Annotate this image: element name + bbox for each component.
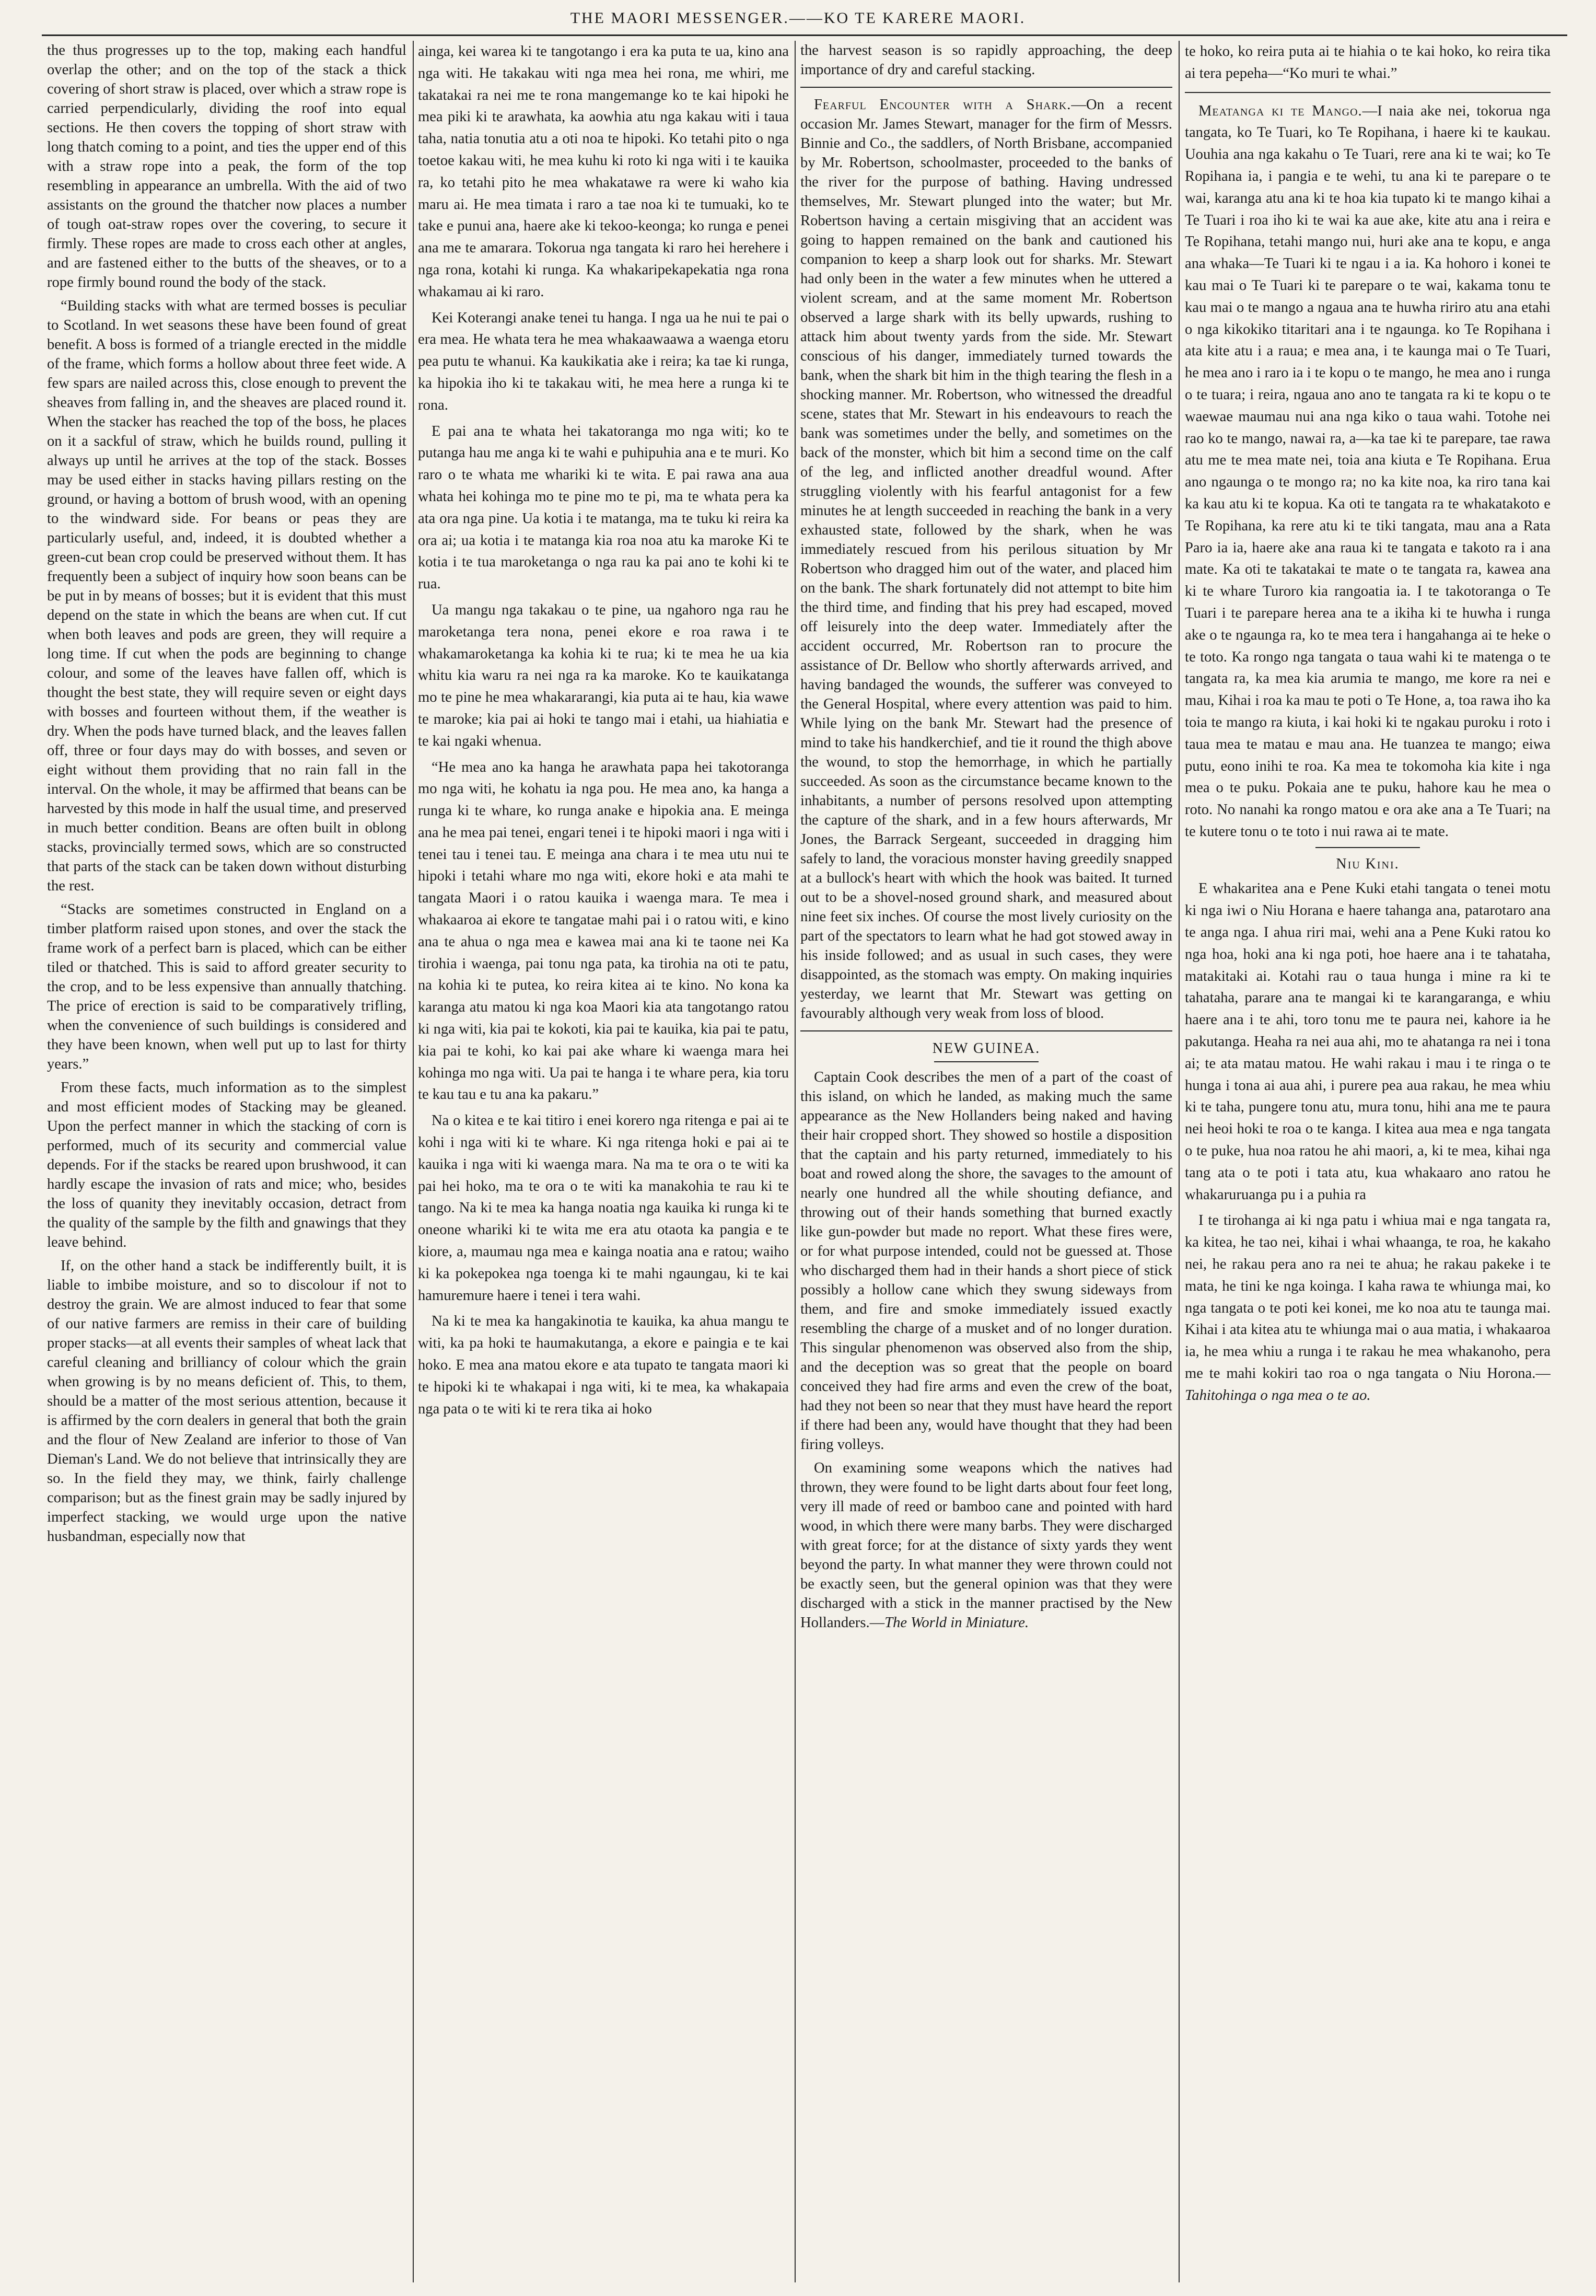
shark-article	[1185, 100, 1551, 843]
article-heading: Fearful Encounter with a Shark.	[814, 97, 1071, 113]
paragraph: If, on the other hand a stack be indifferently built, it is liable to imbibe moisture, and so to discolour if not to destroy the grain. We are almost induced to fear that some of our native farmers are remiss in their care of building proper stacks—at all events their samples of wheat lack that careful cleaning and brilliancy of colour which the grain when growing is by no means deficient of. This, to them, should be a matter of the most serious attention, because it is affirmed by the corn dealers in general that both the grain and the flour of New Zealand are inferior to those of Van Dieman's Land. We do not believe that intrinsically they are so. In the field they may, we think, fairly challenge comparison; but as the finest grain may be sadly injured by imperfect stacking, we would urge upon the native husbandman, especially now that	[47, 1258, 406, 1545]
section-divider	[1185, 92, 1551, 93]
paragraph: the harvest season is so rapidly approaching, the deep importance of dry and careful stacking.	[800, 42, 1172, 78]
article-heading: Meatanga ki te Mango.	[1198, 102, 1362, 119]
paragraph: Na ki te mea ka hangakinotia te kauika, ka ahua mangu te witi, ka pa hoki te haumakutanga, a ekore e paingia e te kai hoko. E mea ana matou ekore e ata tupato te tangata maori ki te hipoki ki te whakapai i nga witi, ki te mea, ka whakapaia nga pata o te witi ki te rera tika ai hoko	[418, 1313, 789, 1417]
source-credit: Tahitohinga o nga mea o te ao.	[1185, 1387, 1371, 1404]
paragraph: “Stacks are sometimes constructed in England on a timber platform raised upon stones, and over the stack the frame work of a perfect barn is placed, which can be either tiled or thatched. This is said to afford greater security to the crop, and to be less expensive than annually thatching. The price of erection is said to be comparatively trifling, when the convenience of such buildings is considered and they have been known, when well put up to last for thirty years.”	[47, 901, 406, 1072]
masthead: THE MAORI MESSENGER.——KO TE KARERE MAORI.	[570, 9, 1026, 27]
section-divider	[800, 1030, 1172, 1031]
paragraph: ainga, kei warea ki te tangotango i era ka puta te ua, kino ana nga witi. He takakau witi nga mea hei rona, me whiri, me takatakai ra nei me te rona mangemange ko te kai hipoki he mea piki ki te arawhata, ka aowhia atu nga kakau witi i taua taha, natia tonutia atu a oti noa te hipoki. Ko tetahi pito o nga toetoe kakau witi, he mea kuhu ki roto ki nga witi i te kauika ra, ko tetahi pito he mea whakatawe ra were ki waho kia maru ai. He mea timata i raro a tae noa ki te tumuaki, ko te take e punui ana, haere ake ki tekoo-keonga; ko runga e penei ana me te amarara. Tokorua nga tangata ki raro hei herehere i nga rona, kotahi ki runga. Ka whakaripekapekatia nga rona whakamau ai ki raro.	[418, 43, 789, 300]
paragraph: On examining some weapons which the natives had thrown, they were found to be light darts about four feet long, very ill made of reed or bamboo cane and pointed with hard wood, in which there were many barbs. They were discharged with great force; for at the distance of sixty yards they went beyond the party. In what manner they were thrown could not be exactly seen, but the general opinion was that they were discharged with a stick in the manner practised by the New Hollanders.—The World in Miniature.	[800, 1460, 1172, 1631]
article-body: —I naia ake nei, tokorua nga tangata, ko Te Tuari, ko Te Ropihana, i haere ki te kaukau. Uouhia ana nga kakahu o Te Tuari, rere ana ki te wai; ko Te Ropihana ia, i pangia e te wehi, tu ana ki te parepare o te wai, karanga atu ana ki te hoa kia tupato ki te mango kihai a Te Tuari i roa iho ki te wai ka aue ake, kite atu ana i reira e Te Ropihana, tetahi mango nui, huri ake ana te kopu, e anga ana whaka—Te Tuari ki te ngau i a ia. Ka hohoro i konei te kau mai o Te Tuari ki te parepare o te wai, kakama tonu te kau mai o te mango a ngaua ana te huwha ririro atu ana etahi o nga kikokiko titaritari ana i te ngaunga. ko Te Ropihana i ata kite atu i a raua; e mea ana, i te kaunga mai o Te Tuari, he mea ano i raro ia i te kopu o te mango, he mea ano i runga o te tuara; i reira, ngaua ano ano te tangata ra ki te kopu o te waewae maumau nui ana nga kiko o taua wahi. Totohe nei rao ko te mango, nawai ra, a—ka tae ki te parepare, tae rawa atu me te mea mate nei, toia ana kiuta e Te Ropihana. Erua ano ngaunga o te mongo ra; no ka kite noa, ka riro tana kai ka kau atu ki te kopua. Ka oti te tangata ra te whakatakoto e Te Ropihana, ka rere atu ki te tiki tangata, mau ana a Rata Paro ia ia, haere ake ana raua ki te tangata e takoto ra i ana mate. Ka oti te takatakai te mate o te tangata ra, kawea ana ki te whare Turoro kia rangoatia ia. I te takotoranga o Te Tuari i te parepare herea ana te a ikiha ki te huwha i runga ake o te ngaunga ra, ko te mea tera i hangahanga ai te heke o te toto. Ka rongo nga tangata o taua wahi ki te matenga o te tangata ra, ka mea kia arumia te mango, me kore ra nei e mau, Kihai i roa ka mau te poti o Te Hone, a, toa rawa iho ka toia te mango ra kiuta, i kai hoki ki te ngakau puroku i roto i taua mea te matau e mau ana. He tuanzea te mango; eiwa putu, eono inihi te roa. Ka mea te tokomoha kia kite i nga mea o te puku. Pokaia ane te puku, hahore kau he mea o roto. No nanahi ka rongo matou e ora ake ana a Te Tuari; na te kutere tonu o te toto i nui rawa ai te mate.	[1185, 102, 1551, 840]
paragraph: Na o kitea e te kai titiro i enei korero nga ritenga e pai ai te kohi i nga witi ki te whare. Ki nga ritenga hoki e pai ai te kauika i nga witi ki waenga mara. Na ma te ora o te witi ka pai hei hoko, ma te ora o te witi ka manakohia te rau ki te tango. Na ki te mea ka hanga noatia nga kauika ki runga ki te oneone whariki ki te wita me era atu otaota ka pangia e te kiore, a, maumau nga mea e kainga noatia ana e ratou; waiho ki ka pokepokea nga toenga ki te mahi ngaungau, ki te kai hamuremure haere i tenei i tera wahi.	[418, 1112, 789, 1304]
column-2	[418, 41, 789, 2282]
paragraph: “Building stacks with what are termed bosses is peculiar to Scotland. In wet seasons these have been found of great benefit. A boss is formed of a triangle erected in the middle of the frame, which forms a hollow about three feet wide. A few spars are nailed across this, close enough to prevent the sheaves from falling in, and the sheaves are placed round it. When the stacker has reached the top of the boss, he places on it a sackful of straw, which he builds round, pulling it always up until he arrives at the top of the stack. Bosses may be used either in stacks having pillars resting on the ground, or having a bottom of brush wood, with an opening to the windward side. For beans or peas they are particularly useful, and, indeed, it is doubted whether a green-cut bean crop could be preserved without them. It has frequently been a subject of inquiry how soon beans can be be put in by means of bosses; but it is evident that this must depend on the state in which the beans are when cut. If cut when both leaves and pods are green, they will require a long time. If cut when the pods are beginning to change colour, and some of the leaves have fallen off, which is thought the best state, they will require seven or eight days with bosses and fourteen without them, if the weather is dry. When the pods have turned black, and the leaves fallen off, three or four days may do with bosses, and seven or eight without them providing that no rain fall in the interval. On the whole, it may be affirmed that beans can be harvested by this mode in half the usual time, and preserved in much better condition. Beans are often built in oblong stacks, provincially termed sows, which are so constructed that parts of the stack can be taken down without disturbing the rest.	[47, 298, 406, 894]
column-rule	[413, 41, 414, 2282]
title-rule	[934, 1061, 1039, 1062]
paragraph: From these facts, much information as to the simplest and most efficient modes of Stacking may be gleaned. Upon the perfect manner in which the stacking of corn is performed, much of its security and commercial value depends. For if the stacks be reared upon brushwood, it can hardly escape the invasion of rats and mice; who, besides the loss of quanity they inevitably occasion, detract from the quality of the sample by the filth and gnawings that they leave behind.	[47, 1080, 406, 1250]
masthead-rule	[42, 34, 1567, 36]
source-credit: The World in Miniature.	[884, 1615, 1029, 1631]
paragraph: I te tirohanga ai ki nga patu i whiua mai e nga tangata ra, ka kitea, he tao nei, kihai i whai whaanga, te roa, he kakaho nei, he rakau pera ano ra nei te ahua; he rakau pakeke i te mata, he tini ke nga koinga. I kaha rawa te whiunga mai, ko nga tangata o te poti kei konei, me ko noa atu te taunga mai. Kihai i ata kitea atu te whiunga mai o aua matia, i whakaaroa ia, he mea whiu a runga i te rakau he mea whakanoho, pera me te mahi kokiri tao roa o nga tangata o Niu Horona.—Tahitohinga o nga mea o te ao.	[1185, 1212, 1551, 1404]
column-4	[1185, 41, 1551, 2282]
paragraph: E whakaritea ana e Pene Kuki etahi tangata o tenei motu ki nga iwi o Niu Horana e haere tahanga ana, patarotaro ana te anga nga. I ahua riri mai, wehi ana a Pene Kuki ratou ko nga hoa, hoki ana ki nga poti, hoe haere ana i te tahataha, matakitaki ai. Kotahi rau o taua hunga i mine ra ki te tahataha, parare ana te mangai ki te karangaranga, e whiu haere ana i te ahi, toro tonu me te paura nei, kahore ia he pakutanga. Heaha ra nei aua ahi, mo te ahatanga ra nei i tona ai; te ata matau matou. He wahi rakau i mau i te ringa o te hunga i tona ai aua ahi, i purere pea aua rakau, he mea whiu ki te taha, pungere tonu atu, mura tonu, hihi ana me te paura nei heoi hoki te roa o te kanga. I kitea aua mea e nga tangata o te puke, hua noa ratou he ahi maori, a, ki te mea, kihai nga tang ata o te poti i tata atu, kua whakaaro ano ratou he whakaruruanga pu i a puhia ra	[1185, 880, 1551, 1203]
shark-article	[800, 95, 1172, 1023]
column-rule	[795, 41, 796, 2282]
section-divider	[1315, 847, 1420, 848]
paragraph: the thus progresses up to the top, making each handful overlap the other; and on the top of the stack a thick covering of short straw is placed, over which a straw rope is carried perpendicularly, dividing the roof into equal sections. He then covers the topping of short straw with long thatch coming to a point, and ties the upper end of this with a straw rope into a peak, the form of the top resembling in appearance an umbrella. With the aid of two assistants on the ground the thatcher now places a number of tough oat-straw ropes over the covering, to secure it firmly. These ropes are made to cross each other at angles, and are fastened either to the butts of the sheaves, or to a rope firmly bound round the body of the stack.	[47, 42, 406, 291]
section-divider	[800, 87, 1172, 88]
column-rule	[1179, 41, 1180, 2282]
paragraph: “He mea ano ka hanga he arawhata papa hei takotoranga mo nga witi, he kohatu ia nga pou. He mea ano, ka hanga a runga ki te whare, ko runga anake e hipokia ana. E meinga ana he mea pai tenei, engari tenei i te hipoki maori i nga witi i tenei tau i tenei tau. E meinga ana chara i te mea utu nui te hipoki i tetahi whare mo nga witi, ekore hoki e ata mahi te tangata Maori i o ratou kauika i waenga mara. Te mea i whakaaroa ai ekore te tangatae mahi pai i o ratou witi, e kino ana te ahua o nga mea e kawea mai ana ki te taone nei Ka tirohia i waenga, pai tonu nga pata, ka tirohia na oti te patu, na kohia ki te putea, ko reira kitea ai te kino. No kona ka karanga atu matou ki nga koa Maori kia ata tangotango ratou ki nga witi, kia pai te kokoti, kia pai te kauika, kia pai te patu, kia pai te kohi, ko kai pai ake whare ki waenga mara hei kohinga mo nga witi. Ua pai te hanga i te whare pera, kia toru te kau tau e tu ana ka pakaru.”	[418, 759, 789, 1103]
paragraph: te hoko, ko reira puta ai te hiahia o te kai hoko, ko reira tika ai tera pepeha—“Ko muri te whai.”	[1185, 43, 1551, 82]
paragraph-text: I te tirohanga ai ki nga patu i whiua mai e nga tangata ra, ka kitea, he tao nei, kihai i whai whaanga, te roa, he kakaho nei, he rakau pera ano ra nei te ahua; he rakau pakeke i te mata, he tini ke nga koinga. I kaha rawa te whiunga mai, ko nga tangata o te poti kei konei, me ko noa atu te taunga mai. Kihai i ata kitea atu te whiunga mai o aua matia, i whakaaroa ia, he mea whiu a runga i te rakau he mea whakanoho, pera me te mahi kokiri tao roa o nga tangata o Niu Horona.	[1185, 1212, 1551, 1382]
paragraph: Captain Cook describes the men of a part of the coast of this island, on which he landed, as making much the same appearance as the New Hollanders being naked and having their hair cropped short. They showed so hostile a disposition that the captain and his party returned, immediately to his boat and rowed along the shore, the savages to the amount of nearly one hundred all the while shouting defiance, and throwing out of their hands something that burned exactly like gun-powder but made no report. What these fires were, or for what purpose intended, could not be guessed at. Those who discharged them had in their hands a short piece of stick possibly a hollow cane which they swung sideways from them, and fire and smoke immediately issued exactly resembling the charge of a musket and of no longer duration. This singular phenomenon was observed also from the ship, and the deception was so great that the people on board conceived they had fire arms and even the crew of the boat, had they not been so near that they must have heard the report if there had been any, would have thought that they had been firing volleys.	[800, 1069, 1172, 1453]
column-3	[800, 41, 1172, 2282]
article-title: Niu Kini.	[1336, 855, 1400, 872]
paragraph: E pai ana te whata hei takatoranga mo nga witi; ko te putanga hau me anga ki te wahi e puhipuhia ana e te muri. Ko raro o te whata me whariki ki te wita. E pai rawa ana aua whata hei kohinga mo te pine mo te pi, ma te whata pera ka ata ora nga pine. Ua kotia i te matanga, ma te tuku ki reira ka ora ai; ua kotia i te matanga kia roa noa atu ka maroke Ki te kotia i te tua maroketanga o nga rau ka pai ano te kohi ki te rua.	[418, 423, 789, 593]
paragraph: Kei Koterangi anake tenei tu hanga. I nga ua he nui te pai o era mea. He whata tera he mea whakaawaawa a waenga etoru pea putu te whanui. Ka kaukikatia ake i reira; ka tae ki runga, ka hipokia iho ki te takakau witi, he mea here a runga ki te rona.	[418, 309, 789, 413]
paragraph: Ua mangu nga takakau o te pine, ua ngahoro nga rau he maroketanga tera nona, penei ekore e roa rawa i te whakamaroketanga ka kohia ki te rua; ki te mea he ua kia whitu kia waru ra nei nga ra ka maroke. Ko te kauikatanga mo te pine he mea whakararangi, kia puta ai te hau, kia wawe te maroke; kia pai ai hoki te tango mai i etahi, ua hiahiatia e te kai ngaki whenua.	[418, 601, 789, 749]
article-body: —On a recent occasion Mr. James Stewart, manager for the firm of Messrs. Binnie and Co., the saddlers, of North Brisbane, accompanied by Mr. Robertson, schoolmaster, proceeded to the banks of the river for the purpose of bathing. Having undressed themselves, Mr. Stewart plunged into the water; but Mr. Robertson having a certain misgiving that an accident was going to happen remained on the bank and cautioned his companion to keep a sharp look out for sharks. Mr. Stewart had only been in the water a few minutes when he uttered a violent scream, and at the same moment Mr. Robertson observed a large shark with its belly upwards, rushing to attack him about twenty yards from the side. Mr. Stewart conscious of his danger, immediately turned towards the bank, when the shark bit him in the thigh tearing the flesh in a shocking manner. Mr. Robertson, who witnessed the dreadful scene, states that Mr. Stewart in his endeavours to reach the bank was sometimes under the belly, and sometimes on the back of the monster, which bit him a second time on the calf of the leg, and inflicted another dreadful wound. After struggling violently with his fearful antagonist for a few minutes he at length succeeded in reaching the bank in a very exhausted state, followed by the shark, when he was immediately rescued from his perilous situation by Mr Robertson who dragged him out of the water, and placed him on the bank. The shark fortunately did not attempt to bite him the third time, and finding that his prey had escaped, moved off leisurely into the deep water. Immediately after the accident occurred, Mr. Robertson ran to procure the assistance of Dr. Bellow who shortly afterwards arrived, and having bandaged the wounds, the sufferer was conveyed to the General Hospital, where every attention was paid to him. While lying on the bank Mr. Stewart had the presence of mind to take his handkerchief, and tie it round the thigh above the wound, to stop the hemorrhage, in which he partially succeeded. As soon as the circumstance became known to the inhabitants, a number of persons resolved upon attempting the capture of the shark, and in a few hours afterwards, Mr Jones, the Barrack Sergeant, succeeded in dragging him safely to land, the voracious monster having greedily snapped at a bullock's heart with which the hook was baited. It turned out to be a shovel-nosed ground shark, and measured about nine feet six inches. Of course the most lively curiosity on the part of the spectators to learn what he had got stowed away in his inside followed; and as usual in such cases, they were disappointed, as the stomach was empty. On making inquiries yesterday, we learnt that Mr. Stewart was getting on favourably although very weak from loss of blood.	[800, 97, 1172, 1022]
article-title: NEW GUINEA.	[932, 1040, 1041, 1057]
column-1	[47, 41, 406, 2282]
paragraph-text: On examining some weapons which the natives had thrown, they were found to be light darts about four feet long, very ill made of reed or bamboo cane and pointed with hard wood, in which there were many barbs. They were discharged with great force; for at the distance of sixty yards they went beyond the party. In what manner they were thrown could not be exactly seen, but the general opinion was that they were discharged with a stick in the manner practised by the New Hollanders.	[800, 1460, 1172, 1631]
